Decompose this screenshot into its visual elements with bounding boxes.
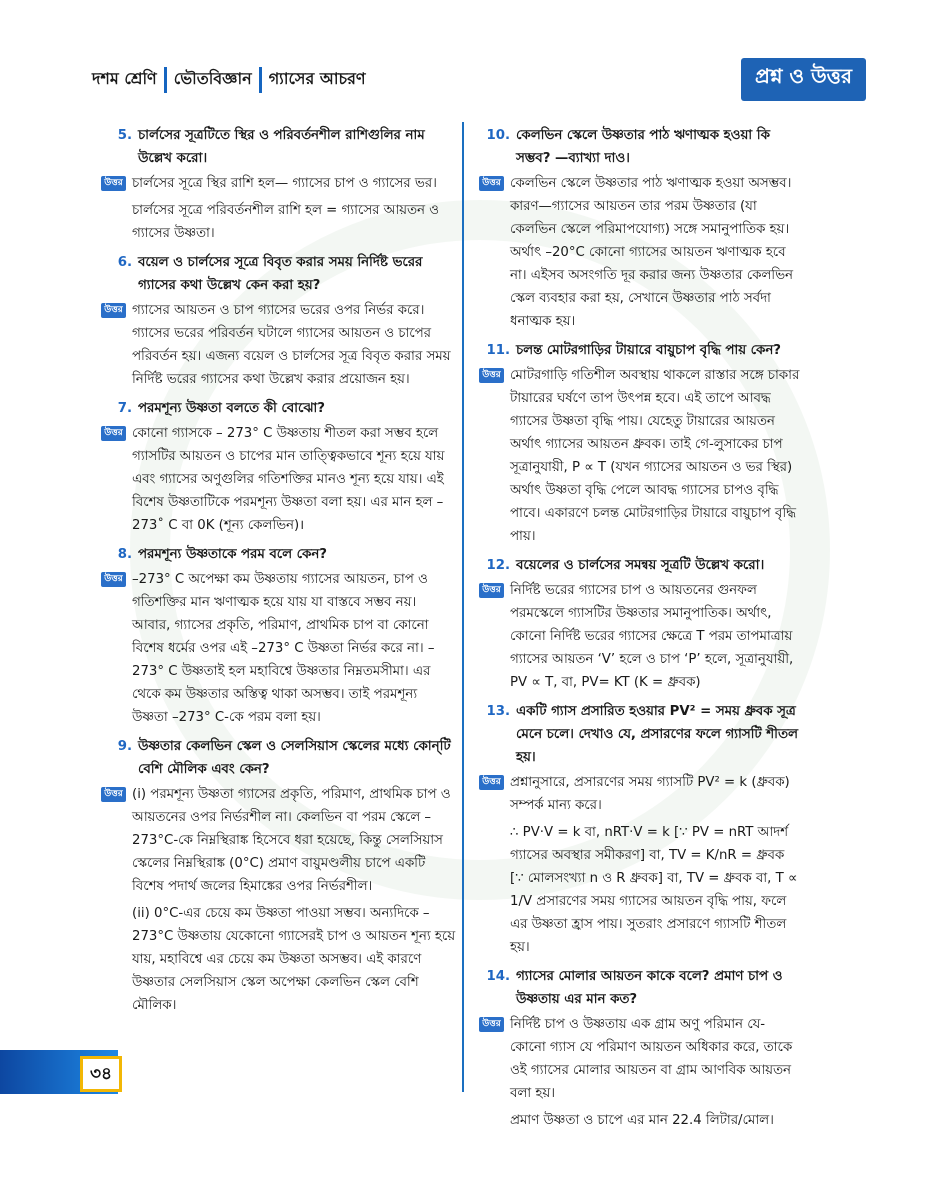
question xyxy=(100,397,456,420)
qa-item xyxy=(478,339,800,548)
answer-continuation: ∴ PV·V = k বা, nRT·V = k [∵ PV = nRT আদর্শ গ্যাসের অবস্থার সমীকরণ] বা, TV = K/nR = ধ্রুবক [∵ মোলসংখ্যা n ও R ধ্রুবক] বা, TV = ধ্রুবক বা, T ∝ 1/V প্রসারণের সময় গ্যাসের আয়তন বৃদ্ধি পায়, ফলে এর উষ্ণতা হ্রাস পায়। সুতরাং প্রসারণে গ্যাসটি শীতল হয়। xyxy=(510,825,798,955)
breadcrumb xyxy=(92,66,366,93)
qa-item xyxy=(100,543,456,729)
question-number: 5. xyxy=(117,128,132,143)
qa-item xyxy=(478,965,800,1132)
qa-item xyxy=(478,554,800,694)
answer xyxy=(100,172,456,195)
answer xyxy=(100,299,456,391)
question-number: 9. xyxy=(117,739,132,754)
question-number: 8. xyxy=(117,547,132,562)
question-text: চলন্ত মোটরগাড়ির টায়ারে বায়ুচাপ বৃদ্ধি পায় কেন? xyxy=(516,343,782,358)
answer-tag: উত্তর xyxy=(101,176,126,191)
answer-continuation: (ii) 0°C-এর চেয়ে কম উষ্ণতা পাওয়া সম্ভব। অন্যদিকে –273°C উষ্ণতায় যেকোনো গ্যাসেরই চাপ ও আয়তন শূন্য হয়ে যায়, মহাবিশ্বে এর চেয়ে কম উষ্ণতা অসম্ভব। এই কারণে উষ্ণতার সেলসিয়াস স্কেল অপেক্ষা কেলভিন স্কেল বেশি মৌলিক। xyxy=(132,906,456,1013)
question-text: পরমশূন্য উষ্ণতা বলতে কী বোঝো? xyxy=(138,401,326,416)
breadcrumb-subject: ভৌতবিজ্ঞান xyxy=(173,69,252,88)
answer-text: –273° C অপেক্ষা কম উষ্ণতায় গ্যাসের আয়তন, চাপ ও গতিশক্তির মান ঋণাত্মক হয়ে যায় যা বাস্তবে সম্ভব নয়। আবার, গ্যাসের প্রকৃতি, পরিমাণ, প্রাথমিক চাপ বা কোনো বিশেষ ধর্মের ওপর এই –273° C উষ্ণতা নির্ভর করে না। –273° C উষ্ণতাই হল মহাবিশ্বে উষ্ণতার নিম্নতমসীমা। এর থেকে কম উষ্ণতার অস্তিত্ব থাকা অসম্ভব। তাই পরমশূন্য উষ্ণতা –273° C-কে পরম বলা হয়। xyxy=(132,572,435,725)
question-number: 14. xyxy=(486,969,510,984)
breadcrumb-chapter: গ্যাসের আচরণ xyxy=(268,69,366,88)
question-number: 12. xyxy=(486,558,510,573)
answer-tag: উত্তর xyxy=(101,303,126,318)
question-text: বয়েলের ও চার্লসের সমন্বয় সূত্রটি উল্লেখ করো। xyxy=(516,558,765,573)
answer-tag: উত্তর xyxy=(479,368,504,383)
question xyxy=(478,124,800,170)
answer-continuation: চার্লসের সূত্রে পরিবর্তনশীল রাশি হল = গ্যাসের আয়তন ও গ্যাসের উষ্ণতা। xyxy=(132,203,439,241)
answer-continuation: প্রমাণ উষ্ণতা ও চাপে এর মান 22.4 লিটার/মোল। xyxy=(510,1113,774,1128)
question-number: 11. xyxy=(486,343,510,358)
question xyxy=(478,554,800,577)
answer xyxy=(478,579,800,694)
question xyxy=(100,251,456,297)
answer xyxy=(100,568,456,729)
page-header xyxy=(92,58,866,98)
qa-item xyxy=(100,251,456,391)
answer xyxy=(100,422,456,537)
question-number: 13. xyxy=(486,704,510,719)
answer-tag: উত্তর xyxy=(101,787,126,802)
question-text: গ্যাসের মোলার আয়তন কাকে বলে? প্রমাণ চাপ ও উষ্ণতায় এর মান কত? xyxy=(516,969,783,1007)
answer-tag: উত্তর xyxy=(101,426,126,441)
question xyxy=(478,339,800,362)
question xyxy=(100,124,456,170)
answer-tag: উত্তর xyxy=(479,1017,504,1032)
qa-item xyxy=(100,124,456,245)
answer-text: মোটরগাড়ি গতিশীল অবস্থায় থাকলে রাস্তার সঙ্গে চাকার টায়ারের ঘর্ষণে তাপ উৎপন্ন হবে। এই তাপে আবদ্ধ গ্যাসের উষ্ণতা বৃদ্ধি পায়। যেহেতু টায়ারের আয়তন অর্থাৎ গ্যাসের আয়তন ধ্রুবক। তাই গে-লুসাকের চাপ সূত্রানুযায়ী, P ∝ T (যখন গ্যাসের আয়তন ও ভর স্থির) অর্থাৎ উষ্ণতা বৃদ্ধি পেলে আবদ্ধ গ্যাসের চাপও বৃদ্ধি পাবে। একারণে চলন্ত মোটরগাড়ির টায়ারে বায়ুচাপ বৃদ্ধি পায়। xyxy=(510,368,800,544)
answer-text: নির্দিষ্ট চাপ ও উষ্ণতায় এক গ্রাম অণু পরিমান যে-কোনো গ্যাস যে পরিমাণ আয়তন অধিকার করে, তাকে ওই গ্যাসের মোলার আয়তন বা গ্রাম আণবিক আয়তন বলা হয়। xyxy=(510,1017,793,1101)
answer xyxy=(478,172,800,333)
qa-item xyxy=(478,700,800,959)
breadcrumb-separator xyxy=(259,67,262,93)
page-number: ৩৪ xyxy=(80,1056,122,1092)
question-text: বয়েল ও চার্লসের সূত্রে বিবৃত করার সময় নির্দিষ্ট ভরের গ্যাসের কথা উল্লেখ কেন করা হয়? xyxy=(138,255,423,293)
question-text: কেলভিন স্কেলে উষ্ণতার পাঠ ঋণাত্মক হওয়া কি সম্ভব? —ব্যাখ্যা দাও। xyxy=(516,128,770,166)
question-number: 10. xyxy=(486,128,510,143)
answer xyxy=(100,783,456,898)
breadcrumb-class: দশম শ্রেণি xyxy=(92,69,157,88)
answer xyxy=(478,771,800,817)
answer-text: নির্দিষ্ট ভরের গ্যাসের চাপ ও আয়তনের গুনফল পরমস্কেলে গ্যাসটির উষ্ণতার সমানুপাতিক। অর্থাৎ, কোনো নির্দিষ্ট ভরের গ্যাসের ক্ষেত্রে T পরম তাপমাত্রায় গ্যাসের আয়তন ‘V’ হলে ও চাপ ‘P’ হলে, সূত্রানুযায়ী, PV ∝ T, বা, PV= KT (K = ধ্রুবক) xyxy=(510,583,794,690)
answer-text: কোনো গ্যাসকে – 273° C উষ্ণতায় শীতল করা সম্ভব হলে গ্যাসটির আয়তন ও চাপের মান তাত্ত্বিকভাবে শূন্য হয়ে যায় এবং গ্যাসের অণুগুলির গতিশক্তির মানও শূন্য হয়ে যায়। এই বিশেষ উষ্ণতাটিকে পরমশূন্য উষ্ণতা বলা হয়। এর মান হল – 273˚ C বা 0K (শূন্য কেলভিন)। xyxy=(132,426,445,533)
qa-item xyxy=(478,124,800,333)
question xyxy=(100,543,456,566)
answer-text: প্রশ্নানুসারে, প্রসারণের সময় গ্যাসটি PV² = k (ধ্রুবক) সম্পর্ক মান্য করে। xyxy=(510,775,790,813)
answer-text: চার্লসের সূত্রে স্থির রাশি হল— গ্যাসের চাপ ও গ্যাসের ভর। xyxy=(132,176,437,191)
answer-text: কেলভিন স্কেলে উষ্ণতার পাঠ ঋণাত্মক হওয়া অসম্ভব। কারণ—গ্যাসের আয়তন তার পরম উষ্ণতার (যা কেলভিন স্কেলে পরিমাপযোগ্য) সঙ্গে সমানুপাতিক হয়। অর্থাৎ –20°C কোনো গ্যাসের আয়তন ঋণাত্মক হবে না। এইসব অসংগতি দূর করার জন্য উষ্ণতার কেলভিন স্কেল ব্যবহার করা হয়, সেখানে উষ্ণতার পাঠ সর্বদা ধনাত্মক হয়। xyxy=(510,176,793,329)
answer-tag: উত্তর xyxy=(479,583,504,598)
answer-tag: উত্তর xyxy=(479,775,504,790)
left-column xyxy=(100,118,456,1017)
answer xyxy=(478,364,800,548)
question-text: চার্লসের সূত্রটিতে স্থির ও পরিবর্তনশীল রাশিগুলির নাম উল্লেখ করো। xyxy=(138,128,425,166)
answer-tag: উত্তর xyxy=(479,176,504,191)
column-divider xyxy=(462,122,464,1092)
answer-text: (i) পরমশূন্য উষ্ণতা গ্যাসের প্রকৃতি, পরিমাণ, প্রাথমিক চাপ ও আয়তনের ওপর নির্ভরশীল না। কেলভিন বা পরম স্কেলে –273°C-কে নিম্নস্থিরাঙ্ক হিসেবে ধরা হয়েছে, কিন্তু সেলসিয়াস স্কেলের নিম্নস্থিরাঙ্ক (0°C) প্রমাণ বায়ুমণ্ডলীয় চাপে একটি বিশেষ পদার্থ জলের হিমাঙ্কের ওপর নির্ভরশীল। xyxy=(132,787,451,894)
breadcrumb-separator xyxy=(164,67,167,93)
answer-tag: উত্তর xyxy=(101,572,126,587)
right-column xyxy=(478,118,800,1132)
question-text: একটি গ্যাস প্রসারিত হওয়ার PV² = সময় ধ্রুবক সূত্র মেনে চলে। দেখাও যে, প্রসারণের ফলে গ্যাসটি শীতল হয়। xyxy=(516,704,798,765)
question xyxy=(478,965,800,1011)
question xyxy=(100,735,456,781)
question-text: উষ্ণতার কেলভিন স্কেল ও সেলসিয়াস স্কেলের মধ্যে কোন্‌টি বেশি মৌলিক এবং কেন? xyxy=(138,739,451,777)
qa-item xyxy=(100,735,456,1017)
question-text: পরমশূন্য উষ্ণতাকে পরম বলে কেন? xyxy=(138,547,328,562)
question-number: 7. xyxy=(117,401,132,416)
answer-text: গ্যাসের আয়তন ও চাপ গ্যাসের ভরের ওপর নির্ভর করে। গ্যাসের ভরের পরিবর্তন ঘটালে গ্যাসের আয়তন ও চাপের পরিবর্তন হয়। এজন্য বয়েল ও চার্লসের সূত্র বিবৃত করার সময় নির্দিষ্ট ভরের গ্যাসের কথা উল্লেখ করার প্রয়োজন হয়। xyxy=(132,303,451,387)
answer xyxy=(478,1013,800,1105)
question-number: 6. xyxy=(117,255,132,270)
section-badge: প্রশ্ন ও উত্তর xyxy=(741,58,866,101)
qa-item xyxy=(100,397,456,537)
question xyxy=(478,700,800,769)
